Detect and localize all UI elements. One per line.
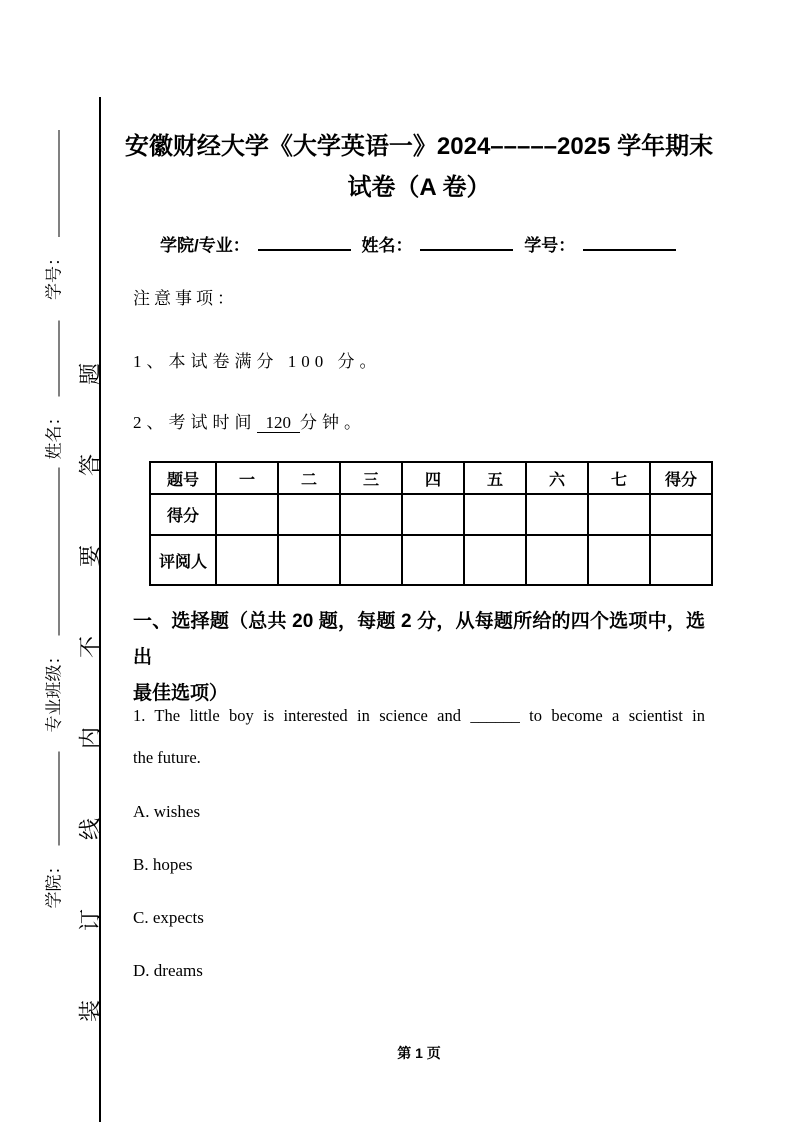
reviewer-cell bbox=[278, 535, 340, 585]
exam-time-prefix: 2、考试时间 bbox=[133, 413, 257, 432]
score-table-score-row bbox=[150, 494, 712, 535]
margin-field-major-class bbox=[40, 468, 65, 733]
question-1 bbox=[133, 695, 705, 779]
score-table-header-row bbox=[150, 462, 712, 494]
margin-field-major-class-blank bbox=[42, 468, 59, 636]
score-table-header-cell: 五 bbox=[464, 462, 526, 494]
notice-item-exam-time bbox=[133, 408, 366, 433]
reviewer-cell bbox=[402, 535, 464, 585]
notice-heading: 注意事项： bbox=[133, 289, 238, 308]
student-info-row bbox=[160, 231, 720, 256]
question-1-line1: 1. The little boy is interested in science and ______ to become a scientist in bbox=[133, 706, 705, 725]
score-cell bbox=[526, 494, 588, 535]
score-cell bbox=[650, 494, 712, 535]
reviewer-row-label: 评阅人 bbox=[150, 535, 216, 585]
score-table-reviewer-row bbox=[150, 535, 712, 585]
reviewer-cell bbox=[464, 535, 526, 585]
score-table-header-cell: 题号 bbox=[150, 462, 216, 494]
name-label: 姓名： bbox=[361, 236, 413, 255]
name-blank bbox=[420, 235, 513, 251]
question-1-option-b: B. hopes bbox=[133, 855, 193, 874]
margin-field-student-number-blank bbox=[42, 130, 59, 237]
score-table-header-cell: 六 bbox=[526, 462, 588, 494]
score-cell bbox=[402, 494, 464, 535]
question-1-option-d: D. dreams bbox=[133, 961, 203, 980]
reviewer-cell bbox=[216, 535, 278, 585]
section1-heading-line1: 一、选择题（总共 20 题，每题 2 分，从每题所给的四个选项中，选出 bbox=[133, 611, 705, 668]
student-number-label: 学号： bbox=[524, 236, 576, 255]
margin-field-name-blank bbox=[42, 321, 59, 397]
exam-title-line2: 试卷（A 卷） bbox=[347, 174, 491, 201]
margin-field-name bbox=[40, 321, 65, 460]
question-1-line2: the future. bbox=[133, 748, 201, 767]
score-table bbox=[149, 461, 713, 586]
reviewer-cell bbox=[650, 535, 712, 585]
score-table-header-cell: 七 bbox=[588, 462, 650, 494]
margin-field-major-class-label: 专业班级： bbox=[44, 647, 64, 733]
margin-field-student-number-label: 学号： bbox=[44, 249, 64, 300]
binding-line-text: 装订线内不要答题 bbox=[77, 293, 103, 1023]
margin-field-college-blank bbox=[42, 752, 59, 846]
exam-title-line1: 安徽财经大学《大学英语一》2024–––––2025 学年期末 bbox=[124, 133, 714, 160]
margin-field-student-number bbox=[40, 130, 65, 300]
question-1-option-a: A. wishes bbox=[133, 802, 201, 821]
notice-item-total-score: 1、本试卷满分 100 分。 bbox=[133, 352, 382, 371]
reviewer-cell bbox=[526, 535, 588, 585]
college-major-blank bbox=[258, 235, 351, 251]
score-table-header-cell: 三 bbox=[340, 462, 402, 494]
page-number: 第 1 页 bbox=[397, 1045, 441, 1061]
exam-title bbox=[110, 126, 728, 208]
score-table-header-cell: 二 bbox=[278, 462, 340, 494]
reviewer-cell bbox=[588, 535, 650, 585]
student-number-blank bbox=[583, 235, 676, 251]
margin-field-name-label: 姓名： bbox=[44, 408, 64, 460]
college-major-label: 学院/专业： bbox=[160, 236, 250, 255]
score-cell bbox=[464, 494, 526, 535]
exam-time-value: 120 bbox=[257, 413, 301, 433]
score-cell bbox=[588, 494, 650, 535]
section1-heading-line2: 最佳选项） bbox=[133, 683, 229, 704]
question-1-option-c: C. expects bbox=[133, 908, 204, 927]
score-cell bbox=[340, 494, 402, 535]
score-cell bbox=[216, 494, 278, 535]
score-table-header-cell: 一 bbox=[216, 462, 278, 494]
score-table-header-cell: 四 bbox=[402, 462, 464, 494]
reviewer-cell bbox=[340, 535, 402, 585]
margin-field-college-label: 学院： bbox=[44, 857, 64, 909]
margin-field-college bbox=[40, 752, 65, 909]
exam-time-suffix: 分钟。 bbox=[300, 413, 366, 432]
score-cell bbox=[278, 494, 340, 535]
score-row-label: 得分 bbox=[150, 494, 216, 535]
score-table-header-cell: 得分 bbox=[650, 462, 712, 494]
